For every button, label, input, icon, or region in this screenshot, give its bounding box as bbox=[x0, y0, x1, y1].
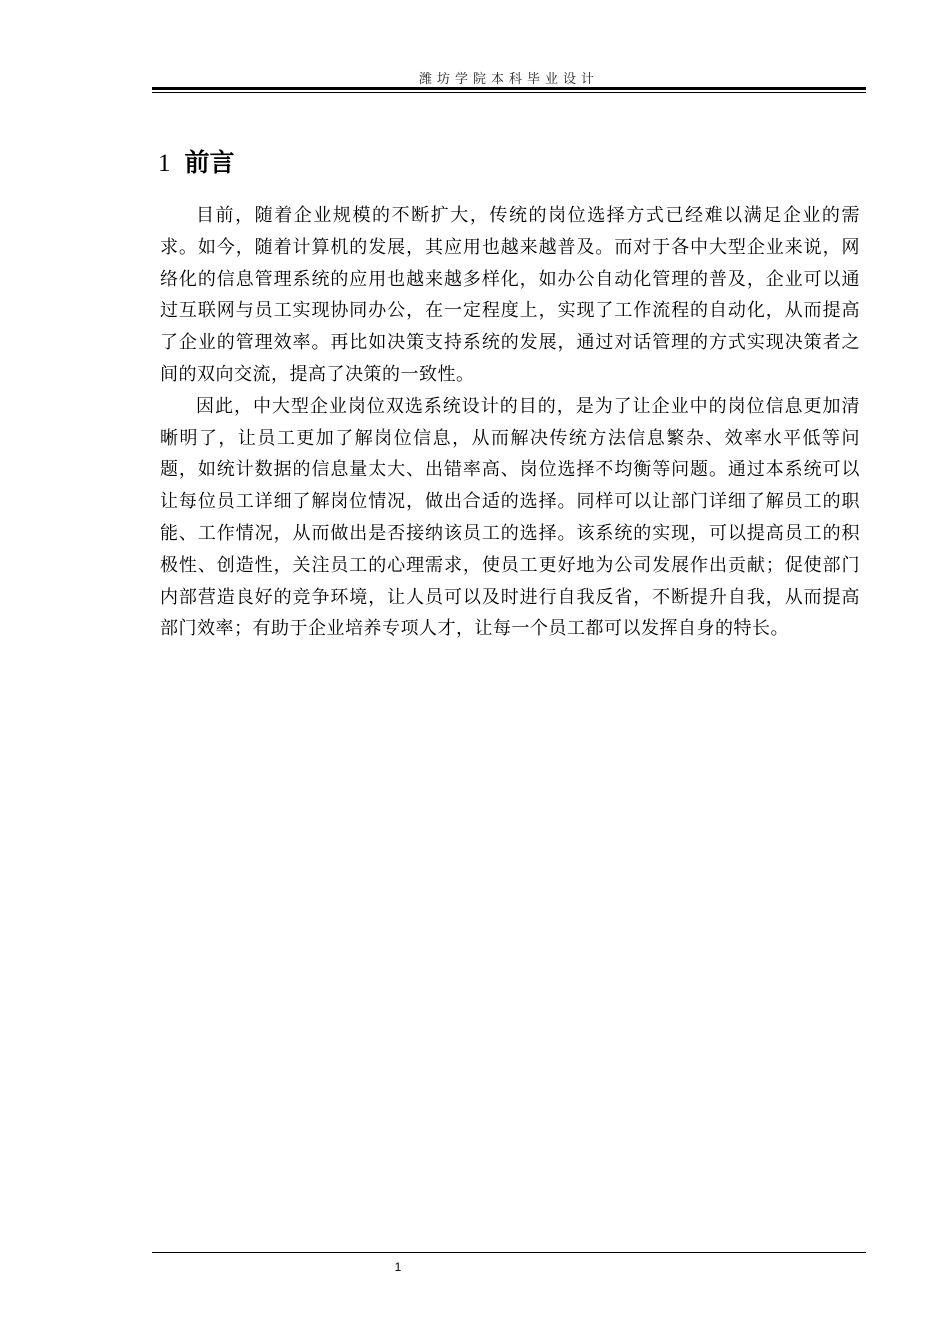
header-rule-thin bbox=[152, 92, 866, 93]
paragraph-2: 因此，中大型企业岗位双选系统设计的目的，是为了让企业中的岗位信息更加清晰明了，让员工更加了解岗位信息，从而解决传统方法信息繁杂、效率水平低等问题，如统计数据的信息量太大、出错率高、岗位选择不均衡等问题。通过本系统可以让每位员工详细了解岗位情况，做出合适的选择。同样可以让部门详细了解员工的职能、工作情况，从而做出是否接纳该员工的选择。该系统的实现，可以提高员工的积极性、创造性，关注员工的心理需求，使员工更好地为公司发展作出贡献；促使部门内部营造良好的竞争环境，让人员可以及时进行自我反省，不断提升自我，从而提高部门效率；有助于企业培养专项人才，让每一个员工都可以发挥自身的特长。 bbox=[160, 395, 860, 640]
section-number: 1 bbox=[158, 150, 171, 177]
section-heading bbox=[158, 146, 235, 181]
footer-rule bbox=[152, 1252, 866, 1253]
body-text bbox=[160, 200, 860, 645]
paragraph-1: 目前，随着企业规模的不断扩大，传统的岗位选择方式已经难以满足企业的需求。如今，随着计算机的发展，其应用也越来越普及。而对于各中大型企业来说，网络化的信息管理系统的应用也越来越多样化，如办公自动化管理的普及，企业可以通过互联网与员工实现协同办公，在一定程度上，实现了工作流程的自动化，从而提高了企业的管理效率。再比如决策支持系统的发展，通过对话管理的方式实现决策者之间的双向交流，提高了决策的一致性。 bbox=[160, 205, 860, 385]
header-rule-thick bbox=[152, 87, 866, 90]
section-title: 前言 bbox=[184, 148, 235, 177]
page-number: 1 bbox=[394, 1260, 402, 1274]
page-header bbox=[152, 60, 866, 94]
header-title: 潍坊学院本科毕业设计 bbox=[418, 72, 599, 87]
